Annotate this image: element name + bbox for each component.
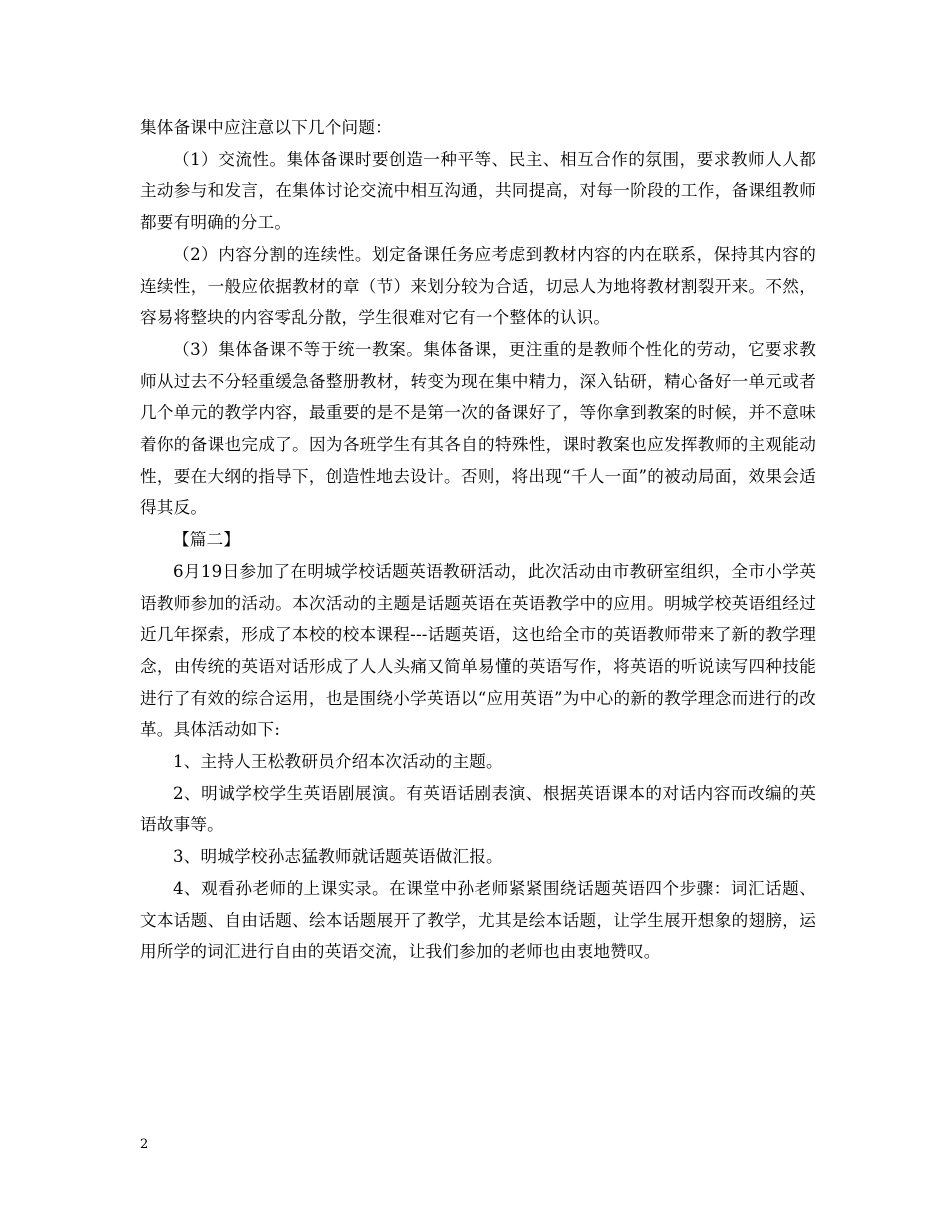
- list-item-1: 1、主持人王松教研员介绍本次活动的主题。: [173, 752, 503, 772]
- list-item-3: 3、明城学校孙志猛教师就话题英语做汇报。: [173, 847, 503, 867]
- document-body: [140, 112, 816, 968]
- paragraph-point-3: （3）集体备课不等于统一教案。集体备课，更注重的是教师个性化的劳动，它要求教师从过去不分轻重缓急备整册教材，转变为现在集中精力，深入钻研，精心备好一单元或者几个单元的教学内容，最重要的是不是第一次的备课好了，等你拿到教案的时候，并不意味着你的备课也完成了。因为各班学生有其各自的特殊性，课时教案也应发挥教师的主观能动性，要在大纲的指导下，创造性地去设计。否则，将出现“千人一面”的被动局面，效果会适得其反。: [140, 339, 816, 518]
- paragraph-intro: 集体备课中应注意以下几个问题：: [140, 118, 392, 137]
- page-number: 2: [140, 1137, 149, 1152]
- section-heading: 【篇二】: [173, 530, 241, 550]
- paragraph-point-2: （2）内容分割的连续性。划定备课任务应考虑到教材内容的内在联系，保持其内容的连续性，一般应依据教材的章（节）来划分较为合适，切忌人为地将教材割裂开来。不然，容易将整块的内容零乱分散，学生很难对它有一个整体的认识。: [140, 244, 816, 328]
- paragraph-point-1: （1）交流性。集体备课时要创造一种平等、民主、相互合作的氛围，要求教师人人都主动参与和发言，在集体讨论交流中相互沟通，共同提高，对每一阶段的工作，备课组教师都要有明确的分工。: [140, 149, 816, 233]
- paragraph-activity-intro: 6月19日参加了在明城学校话题英语教研活动，此次活动由市教研室组织，全市小学英语教师参加的活动。本次活动的主题是话题英语在英语教学中的应用。明城学校英语组经过近几年探索，形成了本校的校本课程---话题英语，这也给全市的英语教师带来了新的教学理念，由传统的英语对话形成了人人头痛又简单易懂的英语写作，将英语的听说读写四种技能进行了有效的综合运用，也是围绕小学英语以“应用英语”为中心的新的教学理念而进行的改革。具体活动如下:: [140, 561, 816, 740]
- list-item-4: 4、观看孙老师的上课实录。在课堂中孙老师紧紧围绕话题英语四个步骤：词汇话题、文本话题、自由话题、绘本话题展开了教学，尤其是绘本话题，让学生展开想象的翅膀，运用所学的词汇进行自由的英语交流，让我们参加的老师也由衷地赞叹。: [140, 878, 816, 962]
- list-item-2: 2、明诚学校学生英语剧展演。有英语话剧表演、根据英语课本的对话内容而改编的英语故事等。: [140, 783, 816, 835]
